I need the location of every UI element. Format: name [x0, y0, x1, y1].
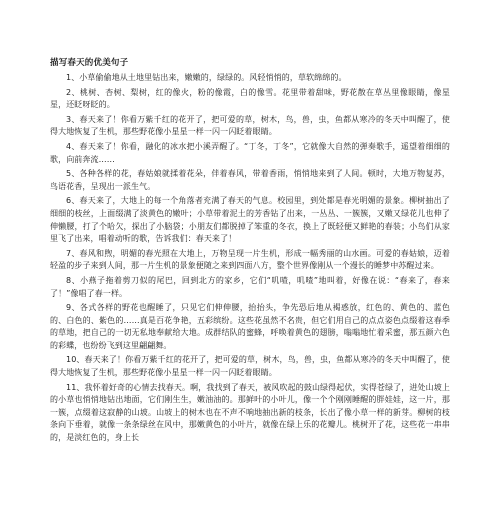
document-title: 描写春天的优美句子 [50, 58, 129, 68]
paragraph-2: 2、桃树、杏树、梨树，红的像火，粉的像霞，白的像雪。花里带着甜味，野花散在草丛里像眼睛，像星星，还眨呀眨的。 [50, 87, 450, 110]
paragraph-5: 5、各种各样的花，春姑娘就揉着花朵，伴着春风，带着香雨，悄悄地来到了人间。顿时，大地万物复苏，鸟语花香，呈现出一派生气。 [50, 169, 450, 191]
paragraph-10: 10、春天来了！你看万紫千红的花开了，把可爱的草，树木，鸟，兽，虫，鱼都从寒冷的冬天中叫醒了，使得大地恢复了生机，那些野花像小星星一样一闪一闪眨着眼睛。 [50, 355, 450, 378]
paragraph-6: 6、春天来了，大地上的每一个角落者充满了春天的气息。校园里，到处都是春光明媚的景象。柳树抽出了细细的枝丝，上面缀满了淡黄色的嫩叶；小草带着泥土的芳香钻了出来，一丛丛、一簇簇，又嫩又绿花儿也伸了伸懒腰，打了个哈欠，探出了小脑袋；小朋友们都脱掉了笨重的冬衣，换上了既轻便又鲜艳的春装；小鸟们从家里飞了出来，唱着动听的歌，告诉我们：春天来了！ [50, 196, 450, 244]
paragraph-3: 3、春天来了！你看万紫千红的花开了，把可爱的草，树木，鸟，兽，虫，鱼都从寒冷的冬天中叫醒了，使得大地恢复了生机，那些野花像小星星一样一闪一闪眨着眼睛。 [50, 114, 450, 137]
paragraph-4: 4、春天来了！你看，融化的冰水把小溪弄醒了。“丁冬，丁冬”，它就像大自然的弹奏歌手，遥望着细细的歌，向前奔流…… [50, 141, 450, 164]
paragraph-1: 1、小草偷偷地从土地里钻出来，嫩嫩的，绿绿的。风轻悄悄的，草软绵绵的。 [66, 73, 347, 82]
paragraph-9: 9、各式各样的野花也醒睡了，只见它们伸伸腰，抬抬头，争先恐后地从褐惑放，红色的、黄色的、蓝色的、白色的、紫色的……真是百花争艳，五彩缤纷。这些花虽然不名贵，但它们用自己的点点姿色点缀着这春季的草地，把自己的一切无私地奉献给大地。成群结队的蜜蜂，呼唤着黄色的翅膀，嗡嗡地忙着采蜜，那五颜六色的彩蝶，也纷纷飞到这里翩翩舞。 [50, 303, 450, 350]
paragraph-11: 11、我怀着好奇的心情去找春天。啊，我找到了春天，被风吹起的鼓山绿得起伏，实得苍绿了，进处山坡上的小草也悄悄地钻出地面，它们刚生生，嫩油油的。那鲜叶的小叶儿，像一个个刚刚睡醒的胖娃娃，这一片，那一簇，点缀着这寂静的山坡。山坡上的树木也在不声不响地抽出新的枝条，长出了像小草一样的新芽。柳树的枝条向下垂着，就像一条条绿丝在风中，那嫩黄色的小叶片，就像在绿上乐的花瓣儿。桃树开了花，这些花一串串的，是淡红色的，身上长 [50, 382, 450, 443]
paragraph-7: 7、春风和煦，明媚的春光照在大地上，万物呈现一片生机，形成一幅秀丽的山水画。可爱的春姑娘，迈着轻盈的步子来到人间，那一片生机的景象便随之来到四面八方，整个世界像刚从一个漫长的睡梦中苏醒过来。 [50, 248, 450, 271]
paragraph-8: 8、小燕子拖着剪刀似的尾巴，回到北方的家乡，它们“叽喳，叽喳”地叫着，好像在说：“春来了，春来了！”像唱了春一样。 [50, 275, 450, 298]
